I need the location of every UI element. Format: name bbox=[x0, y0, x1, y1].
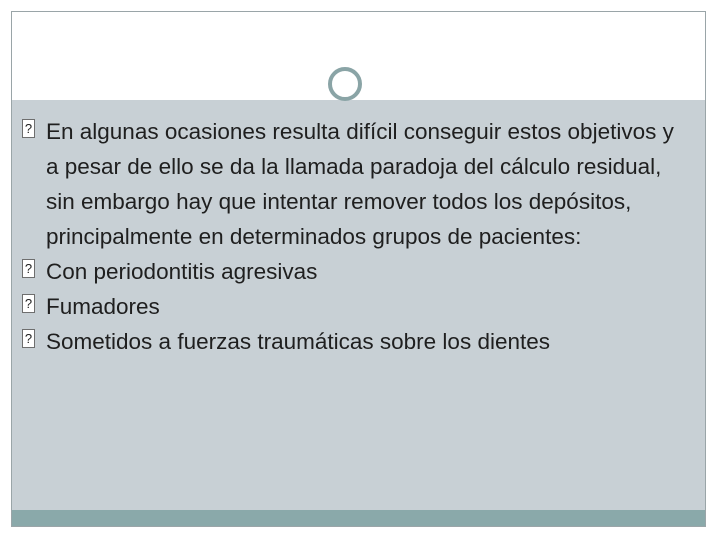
bullet-text: Con periodontitis agresivas bbox=[46, 259, 318, 284]
bullet-list bbox=[22, 114, 690, 359]
bullet-item bbox=[22, 254, 690, 289]
slide-footer-bar bbox=[12, 510, 705, 526]
bullet-item bbox=[22, 324, 690, 359]
bullet-text: Fumadores bbox=[46, 294, 160, 319]
bullet-item bbox=[22, 289, 690, 324]
bullet-icon bbox=[22, 259, 35, 278]
bullet-icon bbox=[22, 329, 35, 348]
bullet-icon bbox=[22, 119, 35, 138]
bullet-item bbox=[22, 114, 690, 254]
bullet-icon bbox=[22, 294, 35, 313]
decorative-circle-icon bbox=[328, 67, 362, 101]
bullet-text: En algunas ocasiones resulta difícil conseguir estos objetivos y a pesar de ello se da la llamada paradoja del cálculo residual, sin embargo hay que intentar remover todos los depósitos, principalmente en determinados grupos de pacientes: bbox=[46, 119, 674, 249]
bullet-text: Sometidos a fuerzas traumáticas sobre los dientes bbox=[46, 329, 550, 354]
